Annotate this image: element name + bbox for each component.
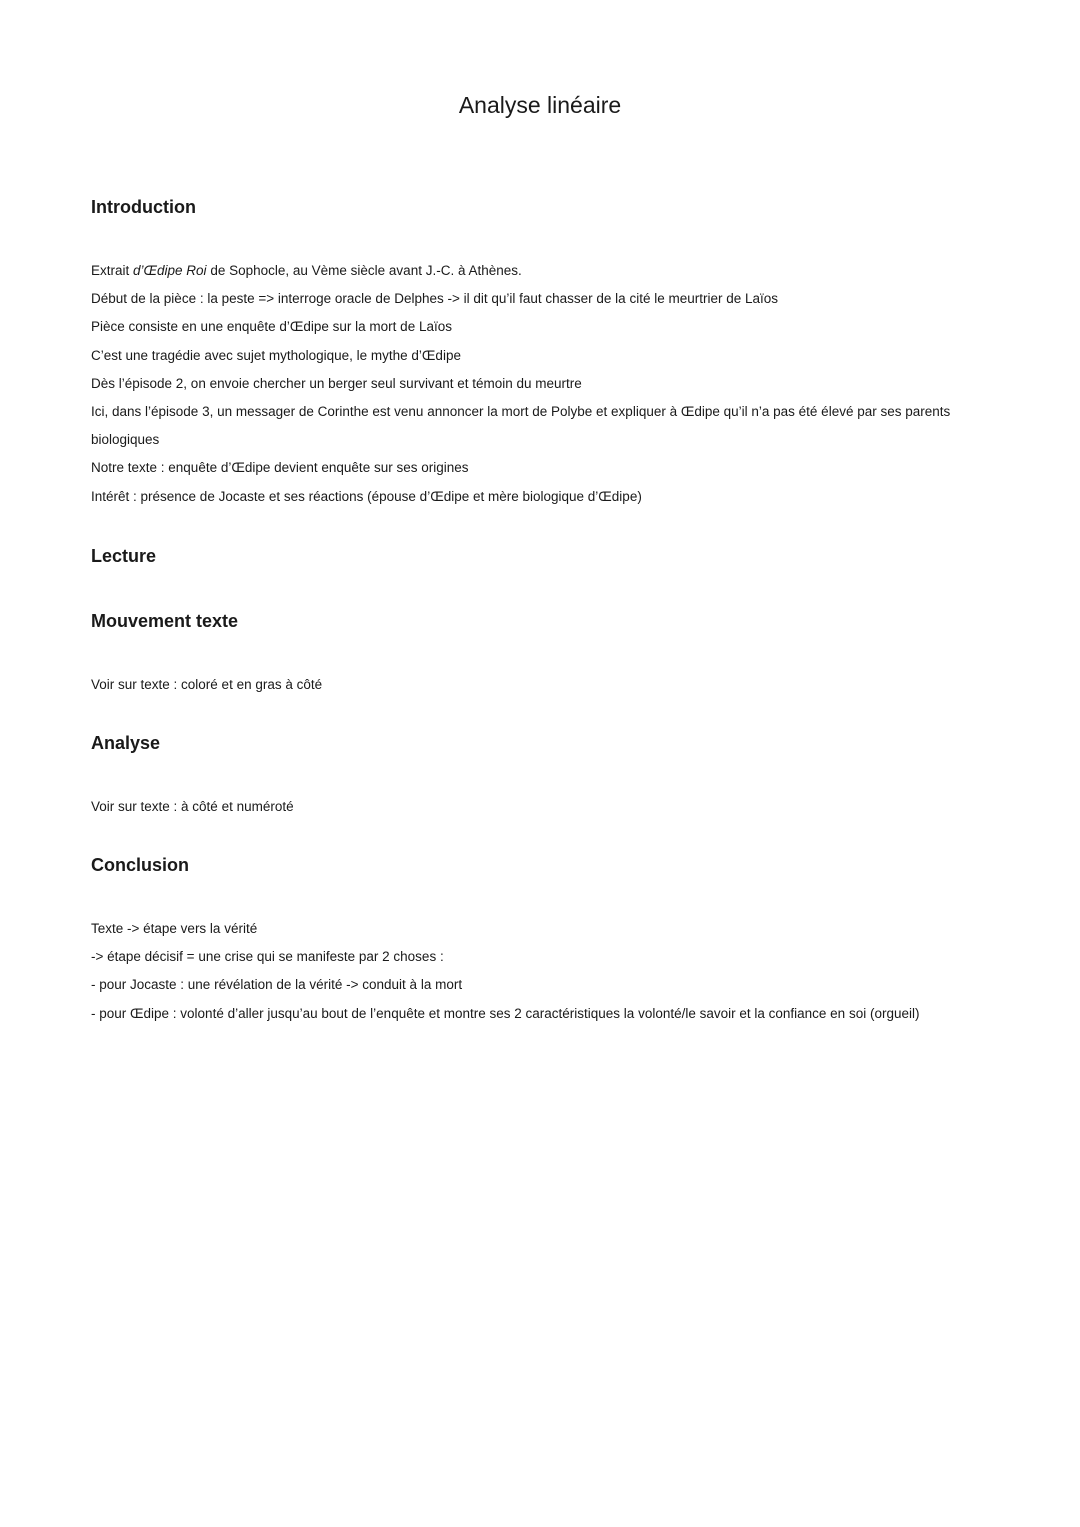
introduction-line-4: C’est une tragédie avec sujet mythologique, le mythe d’Œdipe xyxy=(91,347,461,363)
conclusion-body xyxy=(91,915,1000,1028)
lecture-section xyxy=(91,546,1000,567)
introduction-line-5: Dès l’épisode 2, on envoie chercher un berger seul survivant et témoin du meurtre xyxy=(91,375,582,391)
conclusion-line-2: -> étape décisif = une crise qui se manifeste par 2 choses : xyxy=(91,949,444,965)
introduction-line-1-suffix: de Sophocle, au Vème siècle avant J.-C. à Athènes. xyxy=(206,263,522,278)
conclusion-line-3: - pour Jocaste : une révélation de la vérité -> conduit à la mort xyxy=(91,977,463,993)
lecture-heading: Lecture xyxy=(91,546,157,566)
analyse-section xyxy=(91,733,1000,754)
mouvement-body xyxy=(91,671,1000,699)
introduction-line-6: Ici, dans l’épisode 3, un messager de Corinthe est venu annoncer la mort de Polybe et expliquer à Œdipe qu’il n’a pas été élevé par ses parents biologiques xyxy=(91,404,951,448)
conclusion-heading: Conclusion xyxy=(91,855,189,875)
mouvement-heading: Mouvement texte xyxy=(91,611,239,631)
introduction-line-7: Notre texte : enquête d’Œdipe devient enquête sur ses origines xyxy=(91,460,469,476)
introduction-heading: Introduction xyxy=(91,197,196,217)
introduction-line-8: Intérêt : présence de Jocaste et ses réactions (épouse d’Œdipe et mère biologique d’Œdipe) xyxy=(91,488,642,504)
mouvement-section xyxy=(91,611,1000,632)
work-title: d’Œdipe Roi xyxy=(133,263,207,278)
analyse-body xyxy=(91,793,1000,821)
introduction-body xyxy=(91,257,1000,511)
introduction-line-1 xyxy=(91,257,1000,285)
mouvement-text: Voir sur texte : coloré et en gras à côté xyxy=(91,677,323,692)
conclusion-section xyxy=(91,855,1000,876)
introduction-line-1-prefix: Extrait xyxy=(91,263,134,278)
document-title: Analyse linéaire xyxy=(458,92,622,118)
introduction-section xyxy=(91,197,1000,218)
analyse-text: Voir sur texte : à côté et numéroté xyxy=(91,799,294,814)
introduction-line-2: Début de la pièce : la peste => interroge oracle de Delphes -> il dit qu’il faut chasser de la cité le meurtrier de Laïos xyxy=(91,291,779,307)
conclusion-line-4: - pour Œdipe : volonté d’aller jusqu’au bout de l’enquête et montre ses 2 caractéristiques la volonté/le savoir et la confiance en soi (orgueil) xyxy=(91,1005,920,1021)
conclusion-line-1: Texte -> étape vers la vérité xyxy=(91,921,258,936)
analyse-heading: Analyse xyxy=(91,733,161,753)
introduction-line-3: Pièce consiste en une enquête d’Œdipe sur la mort de Laïos xyxy=(91,319,452,335)
